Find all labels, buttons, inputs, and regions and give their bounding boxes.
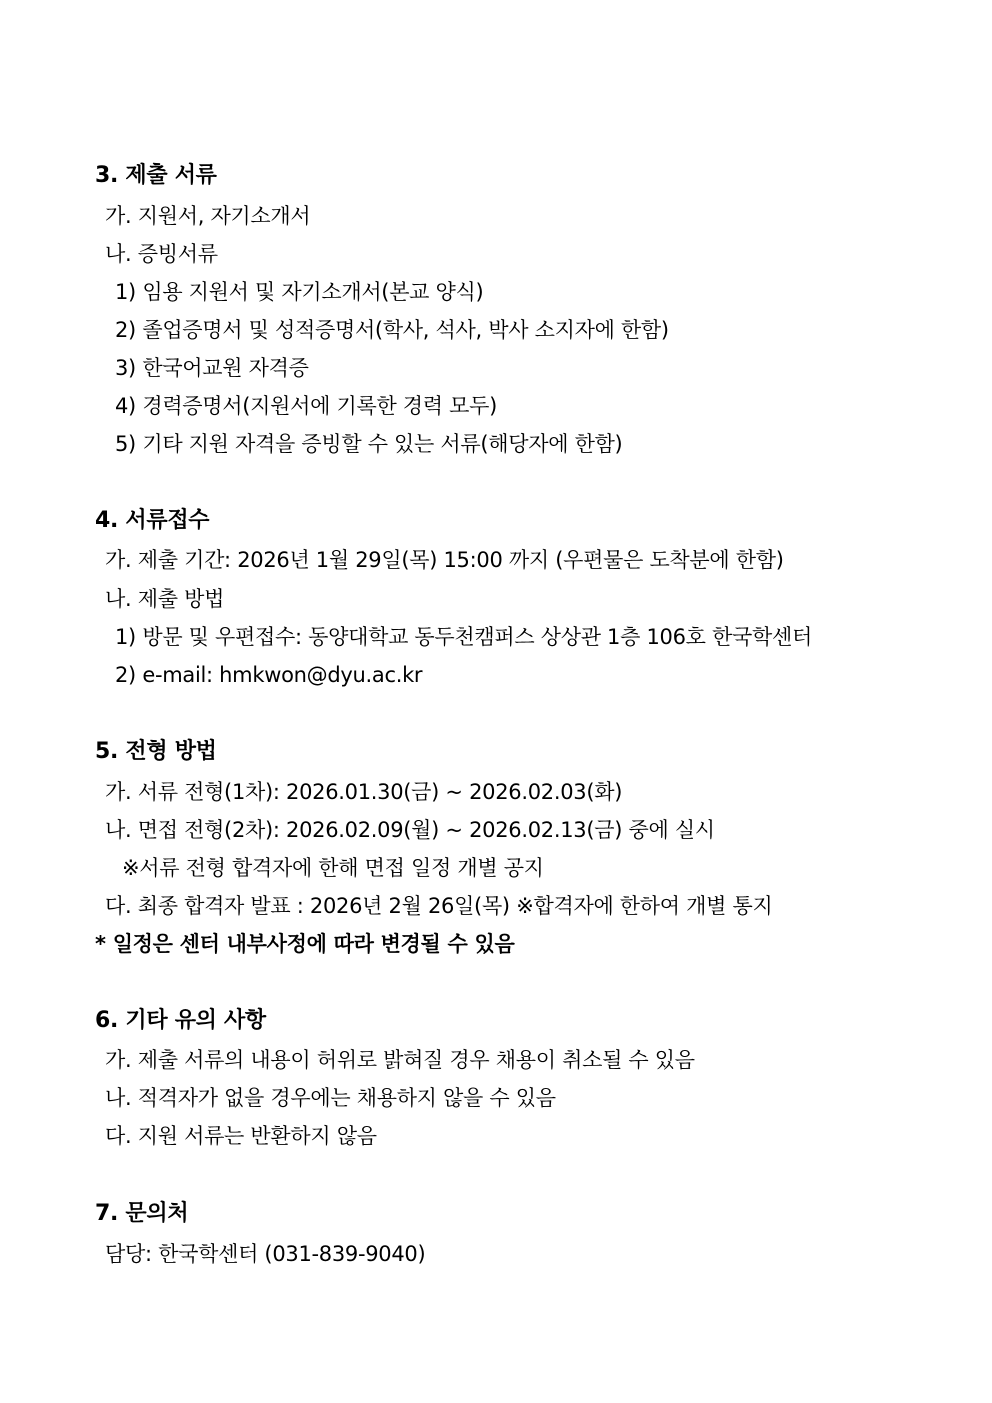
section-5-item-a: 가. 서류 전형(1차): 2026.01.30(금) ~ 2026.02.03(화) bbox=[105, 780, 623, 804]
section-6-title: 6. 기타 유의 사항 bbox=[95, 1008, 266, 1033]
section-4-item-b2: 2) e-mail: hmkwon@dyu.ac.kr bbox=[115, 663, 423, 687]
section-6-item-a: 가. 제출 서류의 내용이 허위로 밝혀질 경우 채용이 취소될 수 있음 bbox=[105, 1048, 695, 1072]
section-3-item-b2: 2) 졸업증명서 및 성적증명서(학사, 석사, 박사 소지자에 한함) bbox=[115, 318, 669, 342]
section-4-title: 4. 서류접수 bbox=[95, 508, 210, 533]
section-4-item-b: 나. 제출 방법 bbox=[105, 587, 225, 611]
section-4-item-b1: 1) 방문 및 우편접수: 동양대학교 동두천캠퍼스 상상관 1층 106호 한국학센터 bbox=[115, 625, 812, 649]
section-6-item-c: 다. 지원 서류는 반환하지 않음 bbox=[105, 1124, 377, 1148]
section-5-item-b: 나. 면접 전형(2차): 2026.02.09(월) ~ 2026.02.13(금) 중에 실시 bbox=[105, 818, 715, 842]
section-3-item-a: 가. 지원서, 자기소개서 bbox=[105, 204, 311, 228]
section-3-item-b: 나. 증빙서류 bbox=[105, 242, 218, 266]
section-5-item-b-note: ※서류 전형 합격자에 한해 면접 일정 개별 공지 bbox=[122, 856, 544, 880]
section-3-item-b4: 4) 경력증명서(지원서에 기록한 경력 모두) bbox=[115, 394, 498, 418]
section-5-title: 5. 전형 방법 bbox=[95, 739, 217, 764]
section-6-item-b: 나. 적격자가 없을 경우에는 채용하지 않을 수 있음 bbox=[105, 1086, 556, 1110]
section-4-item-a: 가. 제출 기간: 2026년 1월 29일(목) 15:00 까지 (우편물은 도착분에 한함) bbox=[105, 548, 784, 572]
section-3-item-b5: 5) 기타 지원 자격을 증빙할 수 있는 서류(해당자에 한함) bbox=[115, 432, 623, 456]
section-7-contact: 담당: 한국학센터 (031-839-9040) bbox=[105, 1242, 426, 1266]
section-3-title: 3. 제출 서류 bbox=[95, 163, 217, 188]
schedule-change-notice: * 일정은 센터 내부사정에 따라 변경될 수 있음 bbox=[95, 932, 515, 956]
section-7-title: 7. 문의처 bbox=[95, 1201, 189, 1226]
section-5-item-c: 다. 최종 합격자 발표 : 2026년 2월 26일(목) ※합격자에 한하여 개별 통지 bbox=[105, 894, 773, 918]
section-3-item-b1: 1) 임용 지원서 및 자기소개서(본교 양식) bbox=[115, 280, 484, 304]
section-3-item-b3: 3) 한국어교원 자격증 bbox=[115, 356, 309, 380]
